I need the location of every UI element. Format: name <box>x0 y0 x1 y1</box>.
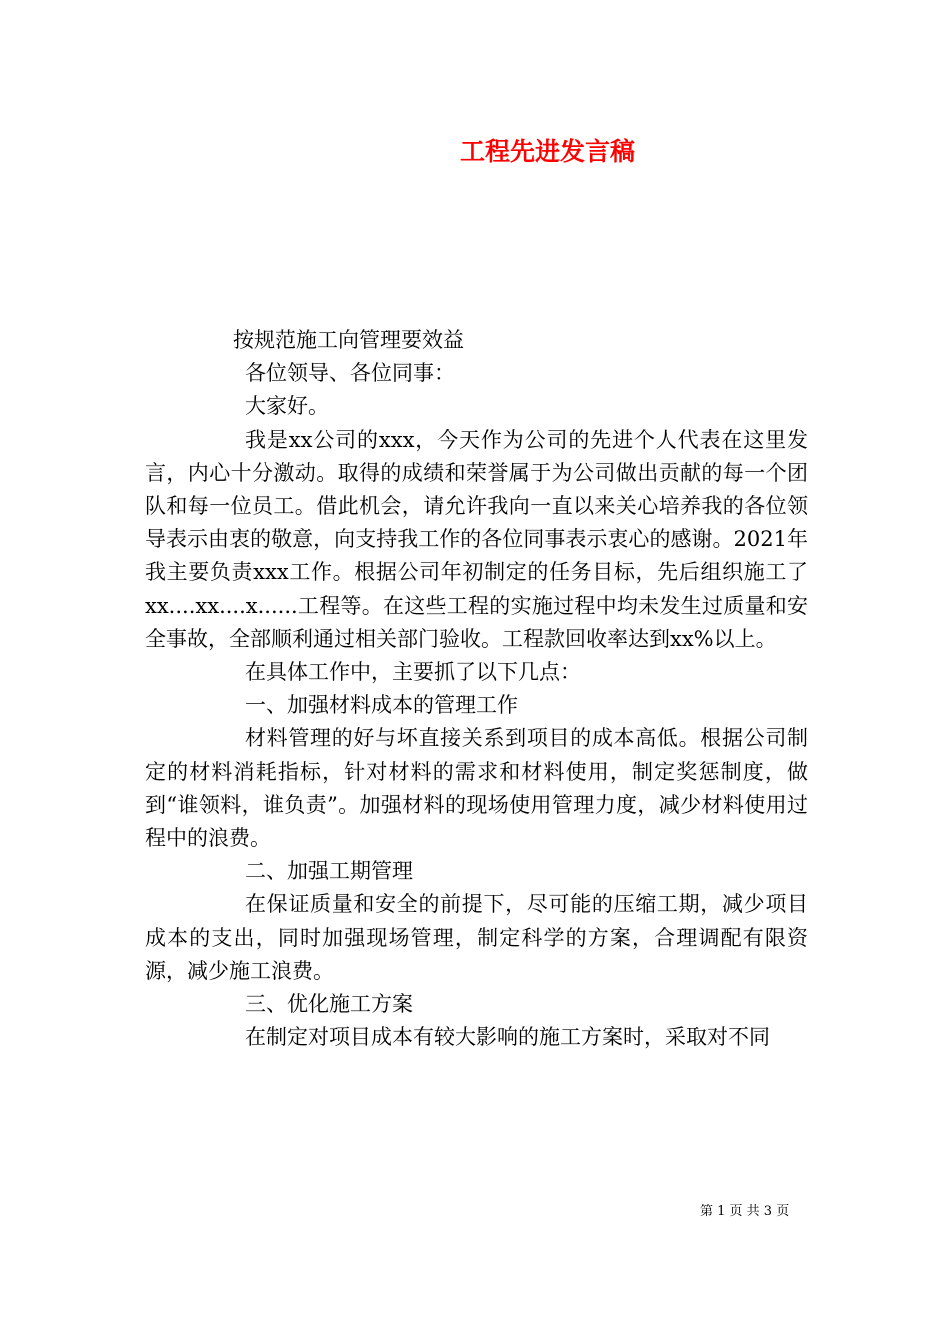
section-heading-2: 二、加强工期管理 <box>245 859 413 884</box>
paragraph-intro: 我是xx公司的xxx，今天作为公司的先进个人代表在这里发言，内心十分激动。取得的成绩和荣誉属于为公司做出贡献的每一个团队和每一位员工。借此机会，请允许我向一直以来关心培养我的各位领导表示由衷的敬意，向支持我工作的各位同事表示衷心的感谢。2021年我主要负责xxx工作。根据公司年初制定的任务目标，先后组织施工了xx....xx....x......工程等。在这些工程的实施过程中均未发生过质量和安全事故，全部顺利通过相关部门验收。工程款回收率达到xx%以上。 <box>145 427 808 651</box>
section-heading-3: 三、优化施工方案 <box>245 992 413 1017</box>
page-number: 第 1 页 共 3 页 <box>700 1204 790 1219</box>
section-heading-1: 一、加强材料成本的管理工作 <box>245 693 518 718</box>
paragraph-schedule: 在保证质量和安全的前提下，尽可能的压缩工期，减少项目成本的支出，同时加强现场管理，制定科学的方案，合理调配有限资源，减少施工浪费。 <box>145 892 808 983</box>
paragraph-key-points: 在具体工作中，主要抓了以下几点： <box>245 660 581 685</box>
greeting: 各位领导、各位同事： <box>245 361 455 386</box>
document-title: 工程先进发言稿 <box>459 137 635 166</box>
paragraph-construction-plan: 在制定对项目成本有较大影响的施工方案时，采取对不同 <box>245 1025 770 1050</box>
paragraph-material: 材料管理的好与坏直接关系到项目的成本高低。根据公司制定的材料消耗指标，针对材料的需求和材料使用，制定奖惩制度，做到“谁领料，谁负责”。加强材料的现场使用管理力度，减少材料使用过程中的浪费。 <box>145 726 808 851</box>
document-body <box>145 324 808 1054</box>
document-subtitle: 按规范施工向管理要效益 <box>233 328 464 352</box>
hello-line: 大家好。 <box>245 394 329 419</box>
